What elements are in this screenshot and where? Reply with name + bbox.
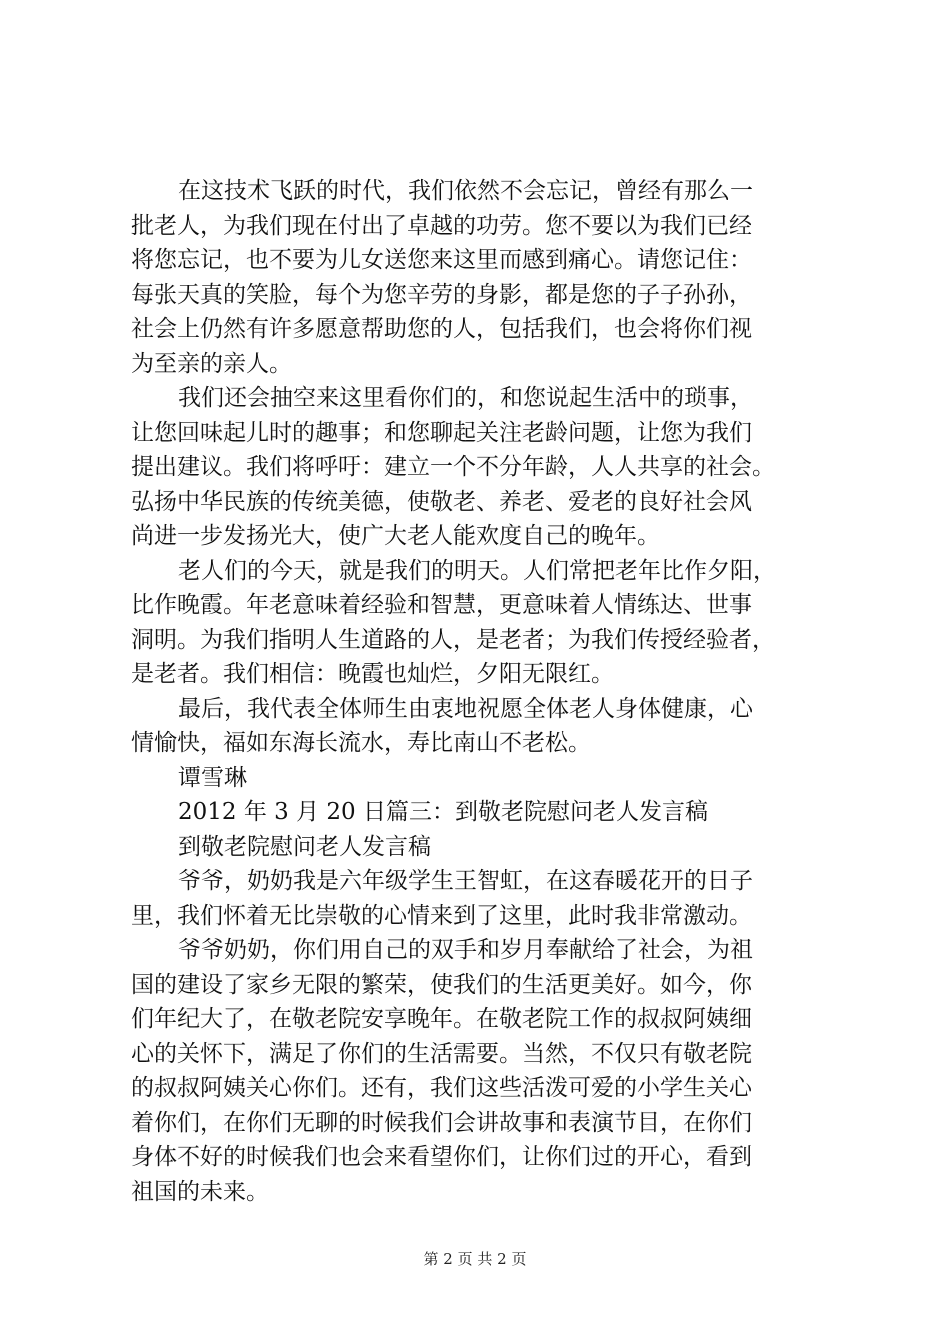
text-line: 让您回味起儿时的趣事；和您聊起关注老龄问题，让您为我们 [131,419,752,446]
text-line: 身体不好的时候我们也会来看望你们，让你们过的开心，看到 [131,1144,752,1170]
text-line: 2012 年 3 月 20 日篇三：到敬老院慰问老人发言稿 [178,799,708,825]
text-line: 社会上仍然有许多愿意帮助您的人，包括我们，也会将你们视 [131,316,752,342]
text-line: 国的建设了家乡无限的繁荣，使我们的生活更美好。如今，你 [131,971,752,998]
text-line: 们年纪大了，在敬老院安享晚年。在敬老院工作的叔叔阿姨细 [131,1006,752,1032]
text-line: 到敬老院慰问老人发言稿 [178,833,431,860]
text-line: 比作晚霞。年老意味着经验和智慧，更意味着人情练达、世事 [131,592,752,618]
text-line: 最后，我代表全体师生由衷地祝愿全体老人身体健康，心 [178,695,753,722]
text-line: 爷爷，奶奶我是六年级学生王智虹，在这春暖花开的日子 [178,868,753,894]
text-line: 心的关怀下，满足了你们的生活需要。当然，不仅只有敬老院 [131,1040,752,1067]
text-line: 为至亲的亲人。 [131,350,292,377]
text-line: 着你们，在你们无聊的时候我们会讲故事和表演节目，在你们 [131,1109,752,1136]
text-line: 谭雪琳 [178,764,247,791]
text-line: 爷爷奶奶，你们用自己的双手和岁月奉献给了社会，为祖 [178,937,753,963]
page-number-footer: 第 2 页 共 2 页 [423,1250,527,1268]
text-line: 是老者。我们相信：晚霞也灿烂，夕阳无限红。 [131,661,614,687]
text-line: 的叔叔阿姨关心你们。还有，我们这些活泼可爱的小学生关心 [131,1075,752,1101]
text-line: 提出建议。我们将呼吁：建立一个不分年龄，人人共享的社会。 [131,454,775,480]
text-line: 洞明。为我们指明人生道路的人，是老者；为我们传授经验者， [131,626,775,653]
text-line: 祖国的未来。 [131,1178,269,1205]
text-line: 弘扬中华民族的传统美德，使敬老、养老、爱老的良好社会风 [131,488,752,515]
text-line: 每张天真的笑脸，每个为您辛劳的身影，都是您的子子孙孙， [131,281,752,308]
text-line: 在这技术飞跃的时代，我们依然不会忘记，曾经有那么一 [178,178,753,204]
text-line: 里，我们怀着无比崇敬的心情来到了这里，此时我非常激动。 [131,902,752,929]
text-line: 尚进一步发扬光大，使广大老人能欢度自己的晚年。 [131,523,660,549]
text-line: 我们还会抽空来这里看你们的，和您说起生活中的琐事， [178,385,753,411]
text-line: 情愉快，福如东海长流水，寿比南山不老松。 [131,730,591,756]
text-line: 老人们的今天，就是我们的明天。人们常把老年比作夕阳， [178,557,776,584]
text-line: 批老人，为我们现在付出了卓越的功劳。您不要以为我们已经 [131,212,752,239]
document-body [131,174,836,1209]
text-line: 将您忘记，也不要为儿女送您来这里而感到痛心。请您记住： [131,247,752,273]
